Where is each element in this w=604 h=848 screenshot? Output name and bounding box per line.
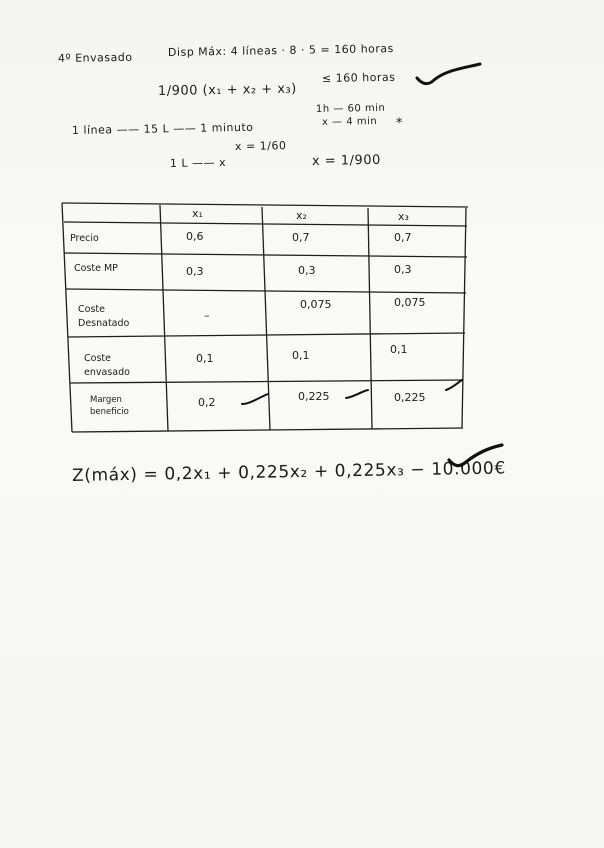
header-x3: x₃ [398, 210, 409, 223]
constraint-rhs: ≤ 160 horas [321, 70, 396, 85]
cell-margin-x2: 0,225 [298, 390, 330, 403]
cell-mp-x3: 0,3 [394, 263, 412, 276]
cell-skim-x2: 0,075 [300, 298, 332, 311]
section-title: 4º Envasado [57, 50, 133, 65]
objective-function: Z(máx) = 0,2x₁ + 0,225x₂ + 0,225x₃ − 10.000€ [71, 458, 506, 486]
cell-price-x2: 0,7 [292, 231, 310, 244]
cell-price-x1: 0,6 [186, 230, 204, 243]
row-label-price: Precio [70, 233, 99, 244]
x-result: x = 1/900 [311, 152, 381, 169]
row-label-skimming-cost: Coste Desnatado [78, 304, 130, 329]
checkmark-icon [414, 60, 484, 90]
cell-pack-x1: 0,1 [196, 352, 214, 365]
cell-margin-x3: 0,225 [394, 391, 426, 404]
row-label-profit-margin: Margen beneficio [90, 395, 129, 417]
cell-mp-x1: 0,3 [186, 265, 204, 278]
liter-relation: 1 L —— x [169, 156, 227, 170]
cell-skim-x3: 0,075 [394, 296, 426, 309]
header-x1: x₁ [192, 207, 203, 220]
checkmark-icon [446, 380, 462, 390]
row-label-packaging-cost: Coste envasado [84, 353, 130, 378]
row-label-raw-material-cost: Coste MP [74, 263, 118, 274]
cell-price-x3: 0,7 [394, 231, 412, 244]
conversion-hours-top: 1h — 60 min [315, 102, 386, 115]
cell-mp-x2: 0,3 [298, 264, 316, 277]
cell-skim-x1: – [204, 309, 210, 322]
conversion-hours-bottom: x — 4 min [321, 116, 378, 128]
star-mark: * [395, 115, 404, 131]
checkmark-icon [242, 394, 268, 404]
cell-pack-x2: 0,1 [292, 349, 310, 362]
cell-margin-x1: 0,2 [198, 396, 216, 409]
header-x2: x₂ [296, 209, 307, 222]
checkmark-icon [446, 442, 506, 472]
availability-note: Disp Máx: 4 líneas · 8 · 5 = 160 horas [167, 42, 394, 59]
cell-pack-x3: 0,1 [390, 343, 408, 356]
constraint-expression: 1/900 (x₁ + x₂ + x₃) [157, 81, 297, 99]
checkmark-icon [346, 390, 368, 398]
x-per-minute: x = 1/60 [234, 139, 287, 153]
conversion-line: 1 línea —— 15 L —— 1 minuto [71, 120, 254, 137]
